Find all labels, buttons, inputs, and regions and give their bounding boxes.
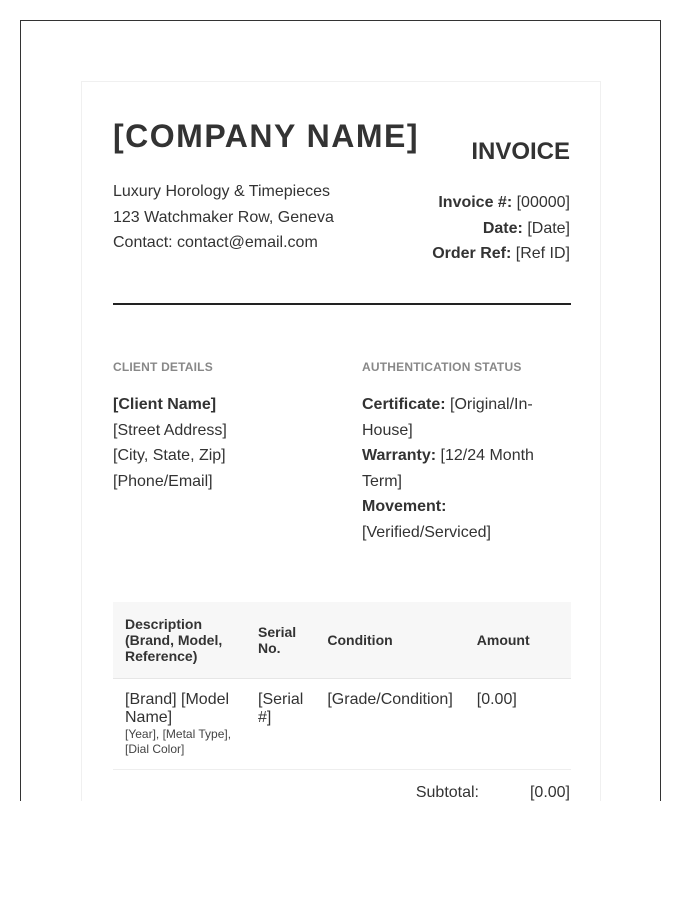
company-address: 123 Watchmaker Row, Geneva	[113, 209, 334, 226]
client-details	[113, 392, 333, 494]
table-header-row	[113, 602, 571, 679]
client-city: [City, State, Zip]	[113, 447, 226, 464]
certificate-value: [Original/In-House]	[362, 396, 533, 439]
company-tagline: Luxury Horology & Timepieces	[113, 183, 330, 200]
item-description-main: [Brand] [Model Name]	[125, 691, 230, 726]
authentication-status	[362, 392, 572, 545]
authentication-status-heading: AUTHENTICATION STATUS	[362, 360, 522, 374]
warranty-line	[362, 443, 572, 494]
order-ref	[432, 245, 570, 263]
client-name: [Client Name]	[113, 396, 217, 413]
order-ref-label: Order Ref:	[432, 245, 512, 262]
order-ref-value: [Ref ID]	[515, 245, 570, 262]
company-contact: Contact: contact@email.com	[113, 234, 318, 251]
item-amount: [0.00]	[465, 679, 571, 770]
item-description	[113, 679, 246, 770]
invoice-number-label: Invoice #:	[438, 194, 513, 211]
column-header-description: Description (Brand, Model, Reference)	[113, 602, 246, 679]
invoice-title: INVOICE	[471, 138, 570, 165]
company-name: [COMPANY NAME]	[113, 118, 420, 154]
column-header-amount: Amount	[465, 602, 571, 679]
movement-line	[362, 494, 572, 545]
invoice-number-value: [00000]	[516, 194, 570, 211]
client-details-heading: CLIENT DETAILS	[113, 360, 213, 374]
subtotal-label: Subtotal:	[415, 784, 479, 801]
header-divider	[113, 303, 571, 305]
invoice-date-label: Date:	[482, 220, 523, 237]
table-row	[113, 679, 571, 770]
warranty-value: [12/24 Month Term]	[362, 447, 534, 490]
item-condition: [Grade/Condition]	[315, 679, 464, 770]
invoice-date	[483, 220, 570, 238]
movement-label: Movement:	[362, 498, 447, 515]
invoice-sheet	[81, 81, 601, 801]
subtotal-value: [0.00]	[529, 784, 570, 801]
warranty-label: Warranty:	[362, 447, 437, 464]
invoice-number	[438, 194, 570, 212]
items-table	[113, 602, 571, 770]
client-street: [Street Address]	[113, 421, 227, 439]
certificate-label: Certificate:	[362, 396, 446, 413]
item-serial: [Serial #]	[246, 679, 315, 770]
movement-value: [Verified/Serviced]	[362, 523, 491, 541]
client-contact: [Phone/Email]	[113, 472, 213, 490]
page-frame	[20, 20, 661, 801]
item-description-details: [Year], [Metal Type], [Dial Color]	[125, 727, 232, 756]
column-header-condition: Condition	[315, 602, 464, 679]
certificate-line	[362, 392, 572, 443]
column-header-serial: Serial No.	[246, 602, 315, 679]
invoice-date-value: [Date]	[527, 220, 570, 237]
